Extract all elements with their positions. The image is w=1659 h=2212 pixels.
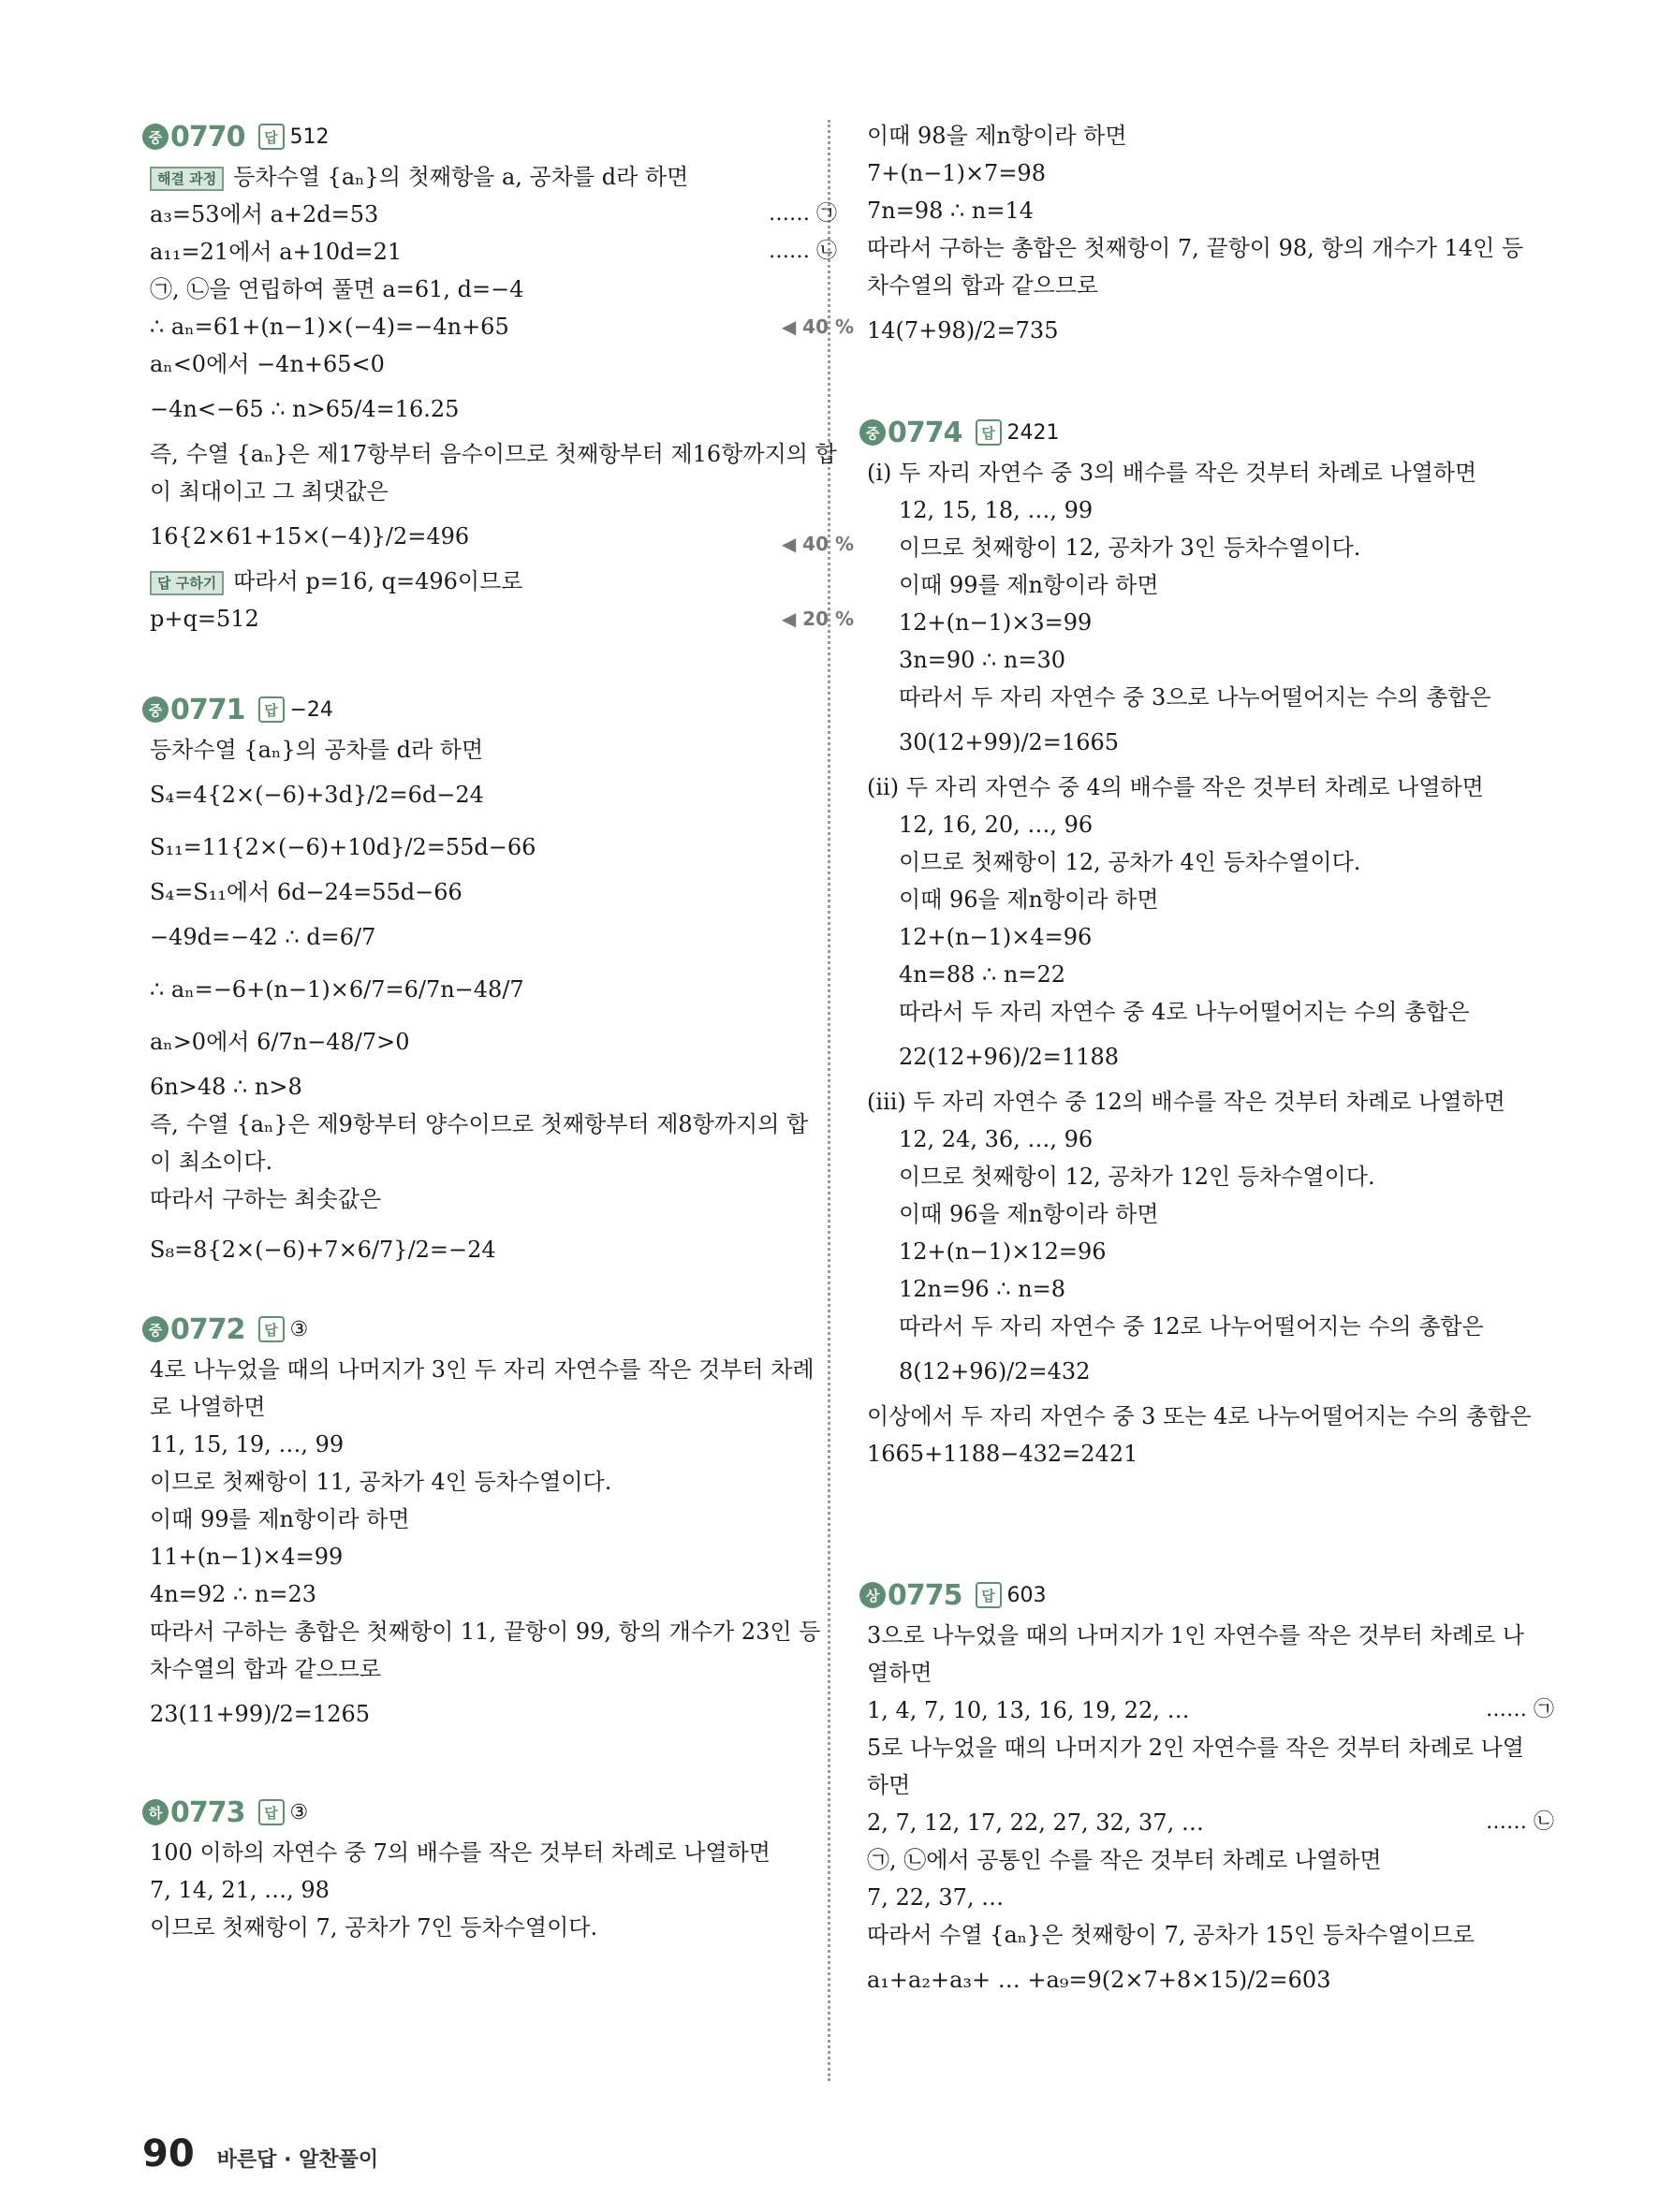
book-title: 바른답 · 알찬풀이 — [216, 2148, 379, 2172]
solution-line: 1665+1188−432=2421 — [867, 1441, 1138, 1467]
solution-line: 하면 — [867, 1772, 911, 1798]
solution-line: 1, 4, 7, 10, 13, 16, 19, 22, … …… ㉠ — [859, 1692, 1571, 1729]
solution-line: 따라서 두 자리 자연수 중 4로 나누어떨어지는 수의 총합은 — [899, 999, 1470, 1025]
problem-0773-continued — [859, 117, 1571, 357]
problem-0772 — [142, 1310, 854, 1740]
problem-header — [859, 413, 1571, 452]
problem-number: 0774 — [888, 416, 962, 449]
answer-value: 603 — [1006, 1583, 1047, 1607]
answer-value: −24 — [289, 697, 333, 722]
solution-line: 열하면 — [867, 1660, 932, 1686]
level-badge: 중 — [859, 419, 886, 446]
spacer — [142, 637, 854, 690]
solution-line: 100 이하의 자연수 중 7의 배수를 작은 것부터 차례로 나열하면 — [150, 1839, 771, 1866]
answer-value: ③ — [289, 1800, 309, 1824]
solution-line: 22(12+96)/2=1188 — [899, 1044, 1119, 1070]
spacer — [142, 1282, 854, 1310]
solution-line: 4n=92 ∴ n=23 — [150, 1581, 317, 1607]
solution-line: 즉, 수열 {aₙ}은 제17항부터 음수이므로 첫째항부터 제16항까지의 합 — [150, 441, 837, 467]
solution-line: 14(7+98)/2=735 — [867, 317, 1059, 344]
solution-line: 12, 24, 36, …, 96 — [899, 1126, 1094, 1152]
solution-line: 이므로 첫째항이 12, 공차가 3인 등차수열이다. — [899, 535, 1361, 561]
solution-line: ㉠, ㉡에서 공통인 수를 작은 것부터 차례로 나열하면 — [867, 1847, 1382, 1873]
solution-line: p+q=512 ◀ 20 % — [142, 600, 854, 637]
problem-header — [142, 1310, 854, 1349]
solution-line: 이때 98을 제n항이라 하면 — [867, 123, 1127, 149]
spacer — [859, 357, 1571, 413]
problem-header — [859, 1575, 1571, 1615]
solution-line: 따라서 구하는 최솟값은 — [150, 1186, 382, 1212]
solution-line: 이므로 첫째항이 7, 공차가 7인 등차수열이다. — [150, 1914, 598, 1941]
problem-number: 0772 — [170, 1312, 245, 1346]
problem-header — [142, 117, 854, 156]
solution-line: 차수열의 합과 같으므로 — [867, 272, 1099, 299]
solution-line: S₄=S₁₁에서 6d−24=55d−66 — [150, 879, 462, 905]
solution-line: 따라서 구하는 총합은 첫째항이 11, 끝항이 99, 항의 개수가 23인 등 — [150, 1619, 821, 1645]
solution-line: (ⅱ) 두 자리 자연수 중 4의 배수를 작은 것부터 차례로 나열하면 — [867, 774, 1484, 800]
answer-tag-icon: 답 — [976, 419, 1002, 446]
problem-number: 0770 — [170, 120, 245, 154]
solution-line: (ⅰ) 두 자리 자연수 중 3의 배수를 작은 것부터 차례로 나열하면 — [867, 460, 1477, 486]
answer-tag-icon: 답 — [258, 1799, 285, 1825]
solution-line: 8(12+96)/2=432 — [899, 1358, 1091, 1384]
solution-line: 12, 16, 20, …, 96 — [899, 812, 1094, 838]
spacer — [859, 1472, 1571, 1575]
solution-line: 따라서 두 자리 자연수 중 12로 나누어떨어지는 수의 총합은 — [899, 1313, 1484, 1340]
problem-number: 0771 — [170, 693, 245, 726]
solution-line: 4로 나누었을 때의 나머지가 3인 두 자리 자연수를 작은 것부터 차례 — [150, 1356, 815, 1383]
solution-line: 이므로 첫째항이 12, 공차가 4인 등차수열이다. — [899, 849, 1361, 875]
problem-header — [142, 690, 854, 729]
score-percent: ◀ 20 % — [781, 608, 854, 630]
solution-line: 로 나열하면 — [150, 1394, 266, 1420]
solution-line: ㉠, ㉡을 연립하여 풀면 a=61, d=−4 — [150, 276, 524, 302]
solution-line: 12+(n−1)×3=99 — [899, 609, 1093, 636]
problem-header — [142, 1793, 854, 1832]
solution-line: 이 최소이다. — [150, 1149, 273, 1175]
solution-line: 5로 나누었을 때의 나머지가 2인 자연수를 작은 것부터 차례로 나열 — [867, 1735, 1524, 1761]
solution-line: aₙ<0에서 −4n+65<0 — [150, 351, 385, 377]
solution-line: aₙ>0에서 6/7n−48/7>0 — [150, 1029, 410, 1055]
solution-line: 차수열의 합과 같으므로 — [150, 1656, 382, 1682]
solution-line: 답 구하기 따라서 p=16, q=496이므로 — [142, 563, 854, 600]
solution-line: 3으로 나누었을 때의 나머지가 1인 자연수를 작은 것부터 차례로 나 — [867, 1622, 1524, 1648]
answer-tag-icon: 답 — [258, 124, 285, 150]
level-badge: 상 — [859, 1582, 886, 1608]
solution-line: a₁₁=21에서 a+10d=21 …… ㉡ — [142, 233, 854, 271]
solution-line: 이므로 첫째항이 12, 공차가 12인 등차수열이다. — [899, 1164, 1375, 1190]
problem-number: 0773 — [170, 1795, 245, 1829]
solution-line: 7n=98 ∴ n=14 — [867, 198, 1035, 224]
step-tag: 답 구하기 — [150, 571, 224, 595]
right-column — [859, 117, 1571, 2006]
solution-line: a₃=53에서 a+2d=53 …… ㉠ — [142, 196, 854, 233]
solution-line: 즉, 수열 {aₙ}은 제9항부터 양수이므로 첫째항부터 제8항까지의 합 — [150, 1111, 809, 1137]
step-tag: 해결 과정 — [150, 167, 224, 191]
problem-0775 — [859, 1575, 1571, 2006]
answer-value: 2421 — [1006, 420, 1060, 445]
level-badge: 중 — [142, 124, 169, 150]
solution-line: 11, 15, 19, …, 99 — [150, 1431, 345, 1458]
score-percent: ◀ 40 % — [781, 315, 854, 338]
solution-line: 6n>48 ∴ n>8 — [150, 1074, 302, 1100]
solution-line: 2, 7, 12, 17, 22, 27, 32, 37, … …… ㉡ — [859, 1804, 1571, 1841]
solution-line: 7+(n−1)×7=98 — [867, 160, 1046, 186]
solution-line: S₄=4{2×(−6)+3d}/2=6d−24 — [150, 782, 484, 808]
solution-line: 7, 22, 37, … — [867, 1884, 1005, 1911]
level-badge: 중 — [142, 696, 169, 723]
solution-line: 해결 과정 등차수열 {aₙ}의 첫째항을 a, 공차를 d라 하면 — [142, 158, 854, 196]
answer-tag-icon: 답 — [258, 696, 285, 723]
solution-line: 7, 14, 21, …, 98 — [150, 1877, 330, 1903]
level-badge: 중 — [142, 1316, 169, 1342]
solution-line: 이 최대이고 그 최댓값은 — [150, 478, 389, 505]
solution-line: 이므로 첫째항이 11, 공차가 4인 등차수열이다. — [150, 1469, 612, 1495]
solution-line: 이상에서 두 자리 자연수 중 3 또는 4로 나누어떨어지는 수의 총합은 — [867, 1403, 1532, 1429]
solution-line: S₈=8{2×(−6)+7×6/7}/2=−24 — [150, 1237, 496, 1263]
equation-marker: …… ㉡ — [769, 240, 837, 263]
solution-line: (ⅲ) 두 자리 자연수 중 12의 배수를 작은 것부터 차례로 나열하면 — [867, 1089, 1505, 1115]
answer-value: ③ — [289, 1317, 309, 1341]
solution-line: 이때 96을 제n항이라 하면 — [899, 886, 1159, 913]
page-number: 90 — [142, 2132, 195, 2175]
answer-tag-icon: 답 — [258, 1316, 285, 1342]
solution-line: 4n=88 ∴ n=22 — [899, 961, 1066, 988]
solution-line: 등차수열 {aₙ}의 공차를 d라 하면 — [150, 737, 484, 763]
solution-line: 16{2×61+15×(−4)}/2=496 ◀ 40 % — [142, 510, 854, 563]
solution-line: −4n<−65 ∴ n>65/4=16.25 — [150, 396, 460, 422]
solution-line: 따라서 구하는 총합은 첫째항이 7, 끝항이 98, 항의 개수가 14인 등 — [867, 235, 1524, 261]
solution-line: 12n=96 ∴ n=8 — [899, 1276, 1066, 1302]
solution-line: 12+(n−1)×4=96 — [899, 924, 1093, 950]
solution-line: 23(11+99)/2=1265 — [150, 1701, 370, 1727]
solution-line: ∴ aₙ=61+(n−1)×(−4)=−4n+65 ◀ 40 % — [142, 308, 854, 345]
solution-line: 12, 15, 18, …, 99 — [899, 497, 1094, 523]
solution-line: 이때 96을 제n항이라 하면 — [899, 1201, 1159, 1227]
solution-line: 12+(n−1)×12=96 — [899, 1238, 1107, 1265]
solution-line: 이때 99를 제n항이라 하면 — [899, 572, 1159, 598]
solution-line: 11+(n−1)×4=99 — [150, 1544, 344, 1570]
equation-marker: …… ㉠ — [769, 202, 837, 226]
solution-line: −49d=−42 ∴ d=6/7 — [150, 924, 376, 950]
problem-0774 — [859, 413, 1571, 1472]
problem-0771 — [142, 690, 854, 1282]
score-percent: ◀ 40 % — [781, 533, 854, 555]
solution-line: 따라서 수열 {aₙ}은 첫째항이 7, 공차가 15인 등차수열이므로 — [867, 1922, 1475, 1948]
solution-line: S₁₁=11{2×(−6)+10d}/2=55d−66 — [150, 834, 536, 860]
solution-line: a₁+a₂+a₃+ … +a₉=9(2×7+8×15)/2=603 — [867, 1967, 1331, 1993]
problem-0770 — [142, 117, 854, 637]
level-badge: 하 — [142, 1799, 169, 1825]
solution-line: ∴ aₙ=−6+(n−1)×6/7=6/7n−48/7 — [150, 976, 524, 1003]
answer-tag-icon: 답 — [976, 1582, 1002, 1608]
answer-value: 512 — [289, 125, 330, 149]
equation-marker: …… ㉠ — [1486, 1698, 1554, 1721]
problem-0773 — [142, 1793, 854, 1946]
solution-line: 30(12+99)/2=1665 — [899, 729, 1119, 755]
left-column — [142, 117, 854, 1946]
equation-marker: …… ㉡ — [1486, 1810, 1554, 1834]
page-footer — [142, 2132, 378, 2175]
solution-line: 이때 99를 제n항이라 하면 — [150, 1506, 410, 1532]
spacer — [142, 1740, 854, 1793]
problem-number: 0775 — [888, 1578, 962, 1612]
solution-line: 따라서 두 자리 자연수 중 3으로 나누어떨어지는 수의 총합은 — [899, 684, 1491, 710]
solution-line: 3n=90 ∴ n=30 — [899, 647, 1066, 673]
